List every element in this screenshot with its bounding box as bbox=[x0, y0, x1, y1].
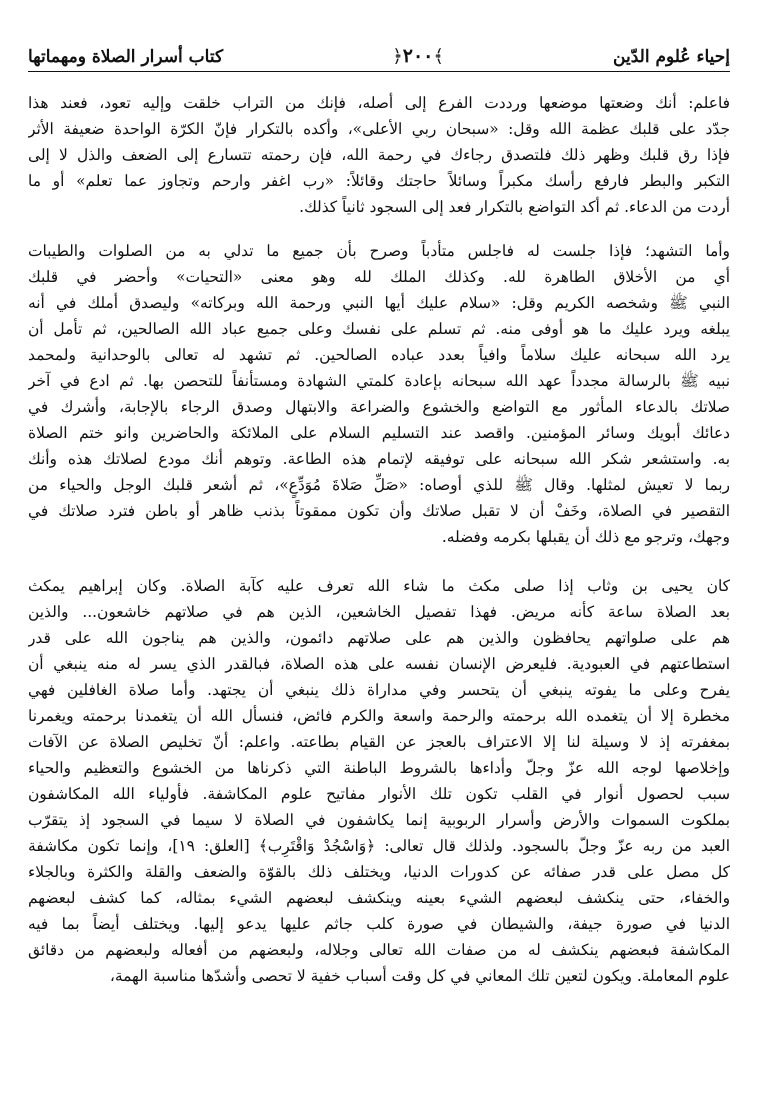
text-line: فاعلم: أنك وضعتها موضعها ورددت الفرع إلى أصله، فإنك من التراب خلقت وإليه تعود، فعند هذا bbox=[28, 94, 730, 112]
text-line: يبلغه ويرد عليك ما هو أوفى منه. ثم تسلم على نفسك وعلى جميع عباد الله الصالحين، ثم تأمل أن bbox=[28, 320, 730, 338]
text-line: ربما لا تعيش لمثلها. وقال ﷺ للذي أوصاه: «صَلِّ صَلاةَ مُوَدِّعٍ»، ثم أشعر قلبك الوجل والحياء من bbox=[28, 476, 730, 494]
page-number-value: ٢٠٠ bbox=[402, 45, 434, 67]
text-line: الدنيا في صورة جيفة، والشيطان في صورة كلب جاثم عليها يدعو إليها. ويختلف أيضاً بما فيه bbox=[28, 915, 730, 933]
text-line: أردت من الدعاء. ثم أكد التواضع بالتكرار فعد إلى السجود ثانياً كذلك. bbox=[299, 198, 730, 216]
ornament-left: ﴾ bbox=[433, 46, 444, 67]
text-line: أي من الأخلاق الطاهرة لله. وكذلك الملك لله وهو معنى «التحيات» وأحضر في قلبك bbox=[28, 268, 730, 286]
text-line: جدّد على قلبك عظمة الله وقل: «سبحان ربي الأعلى»، وأكده بالتكرار فإنّ الكرّة الواحدة ضعيفة الأثر bbox=[28, 120, 730, 138]
paragraph-tashahhud bbox=[28, 238, 730, 550]
section-title: كتاب أسرار الصلاة ومهماتها bbox=[28, 47, 224, 67]
text-line: كل مصل على قدر صفائه عن كدورات الدنيا، ويختلف ذلك بالقوّة والضعف والقلة والكثرة وبالجلاء bbox=[28, 863, 730, 881]
text-line: نبيه ﷺ بالرسالة مجدداً عهد الله سبحانه بإعادة كلمتي الشهادة ومستأنفاً للتحصن بها. ثم ادع في آخر bbox=[28, 372, 730, 390]
paragraph-khushu bbox=[28, 573, 730, 989]
text-line: فإذا رق قلبك وظهر ذلك فلتصدق رجاءك في رحمة الله، فإن رحمته تتسارع إلى الضعف والذل لا إلى bbox=[28, 146, 730, 164]
text-line: دعائك أبويك وسائر المؤمنين. واقصد عند التسليم السلام على الملائكة والحاضرين وانو ختم الصلاة bbox=[28, 424, 730, 442]
text-line: النبي ﷺ وشخصه الكريم وقل: «سلام عليك أيها النبي ورحمة الله وبركاته» وليصدق أملك في أنه bbox=[28, 294, 730, 312]
text-line: كان يحيى بن وثاب إذا صلى مكث ما شاء الله تعرف عليه كآبة الصلاة. وكان إبراهيم يمكث bbox=[28, 577, 730, 595]
text-line: به. واستشعر شكر الله سبحانه على توفيقه لإتمام هذه الطاعة. وتوهم أنك مودع لصلاتك هذه وأنك bbox=[28, 450, 730, 468]
text-line: والخفاء، حتى ينكشف لبعضهم الشيء بعينه وينكشف لبعضهم الشيء بمثاله، كما كشف لبعضهم bbox=[28, 889, 730, 907]
book-title: إحياء عُلوم الدّين bbox=[613, 47, 730, 67]
text-line: علوم المعاملة. ويكون لتعين تلك المعاني في كل وقت أسباب خفية لا تحصى وأشدّها مناسبة الهمة، bbox=[109, 967, 730, 985]
text-line: التكبر والبطر فارفع رأسك مكبراً وسائلاً حاجتك وقائلاً: «رب اغفر وارحم وتجاوز عما تعلم» أو ما bbox=[28, 172, 730, 190]
text-line: مخطرة إلا أن يتغمده الله برحمته والرحمة واسعة والكرم فائض، فنسأل الله أن يتغمدنا برحمته ويغمرنا bbox=[28, 707, 730, 725]
text-line: وإخلاصها لوجه الله عزّ وجلّ وأداءها بالشروط الباطنة التي ذكرناها من الخشوع والتعظيم والحياء bbox=[28, 759, 730, 777]
text-line: العبد من ربه عزّ وجلّ بالسجود. ولذلك قال تعالى: ﴿وَاسْجُدْ وَاقْتَرِب﴾ [العلق: ١٩]، وإنما تكون مكاشفة bbox=[28, 837, 730, 855]
text-line: المكاشفة فبعضهم ينكشف له من صفات الله تعالى وجلاله، ولبعضهم من أفعاله ولبعضهم من دقائق bbox=[28, 941, 730, 959]
text-line: استطاعتهم في العبودية. فليعرض الإنسان نفسه على هذه الصلاة، فبالقدر الذي يسر له منه ينبغي أن bbox=[28, 655, 730, 673]
ornament-right: ﴿ bbox=[392, 46, 403, 67]
text-line: سبب لحصول أنوار في القلب تكون تلك الأنوار مفاتيح علوم المكاشفة. فأولياء الله المكاشفون bbox=[28, 785, 730, 803]
paragraph-gap bbox=[28, 550, 730, 573]
body-text bbox=[28, 90, 730, 989]
text-line: بمغفرته إذ لا وسيلة لنا إلا الاعتراف بالعجز عن القيام بطاعته. واعلم: أنّ تخليص الصلاة عن الآفات bbox=[28, 733, 730, 751]
paragraph-gap bbox=[28, 220, 730, 238]
text-line: يرد الله سبحانه عليك سلاماً وافياً بعدد عباده الصالحين. ثم تشهد له تعالى بالوحدانية ولمحمد bbox=[28, 346, 730, 364]
text-line: بملكوت السموات والأرض وأسرار الربوبية إنما يكاشفون في الصلاة لا سيما في السجود إذ يتقرّب bbox=[28, 811, 730, 829]
page-number bbox=[392, 45, 444, 67]
running-header bbox=[28, 38, 730, 72]
text-line: التقصير في الصلاة، وخَفْ أن لا تقبل صلاتك وأن تكون ممقوتاً بذنب ظاهر أو باطن فترد صلاتك في bbox=[28, 502, 730, 520]
text-line: صلاتك بالدعاء المأثور مع التواضع والخشوع والضراعة والابتهال وصدق الرجاء بالإجابة، وأشرك في bbox=[28, 398, 730, 416]
text-line: وأما التشهد؛ فإذا جلست له فاجلس متأدباً وصرح بأن جميع ما تدلي به من الصلوات والطيبات bbox=[28, 242, 730, 260]
text-line: بعد الصلاة ساعة كأنه مريض. فهذا تفصيل الخاشعين، الذين هم في صلاتهم خاشعون... والذين bbox=[28, 603, 730, 621]
paragraph-prostration bbox=[28, 90, 730, 220]
text-line: وجهك، وترجو مع ذلك أن يقبلها بكرمه وفضله. bbox=[441, 528, 730, 546]
text-line: هم على صلواتهم يحافظون والذين هم على صلاتهم دائمون، والذين هم يناجون الله على قدر bbox=[28, 629, 730, 647]
text-line: يفرح وعلى ما يفوته ينبغي أن يتحسر وفي مداراة ذلك ينبغي أن يجتهد. وأما صلاة الغافلين فهي bbox=[28, 681, 730, 699]
